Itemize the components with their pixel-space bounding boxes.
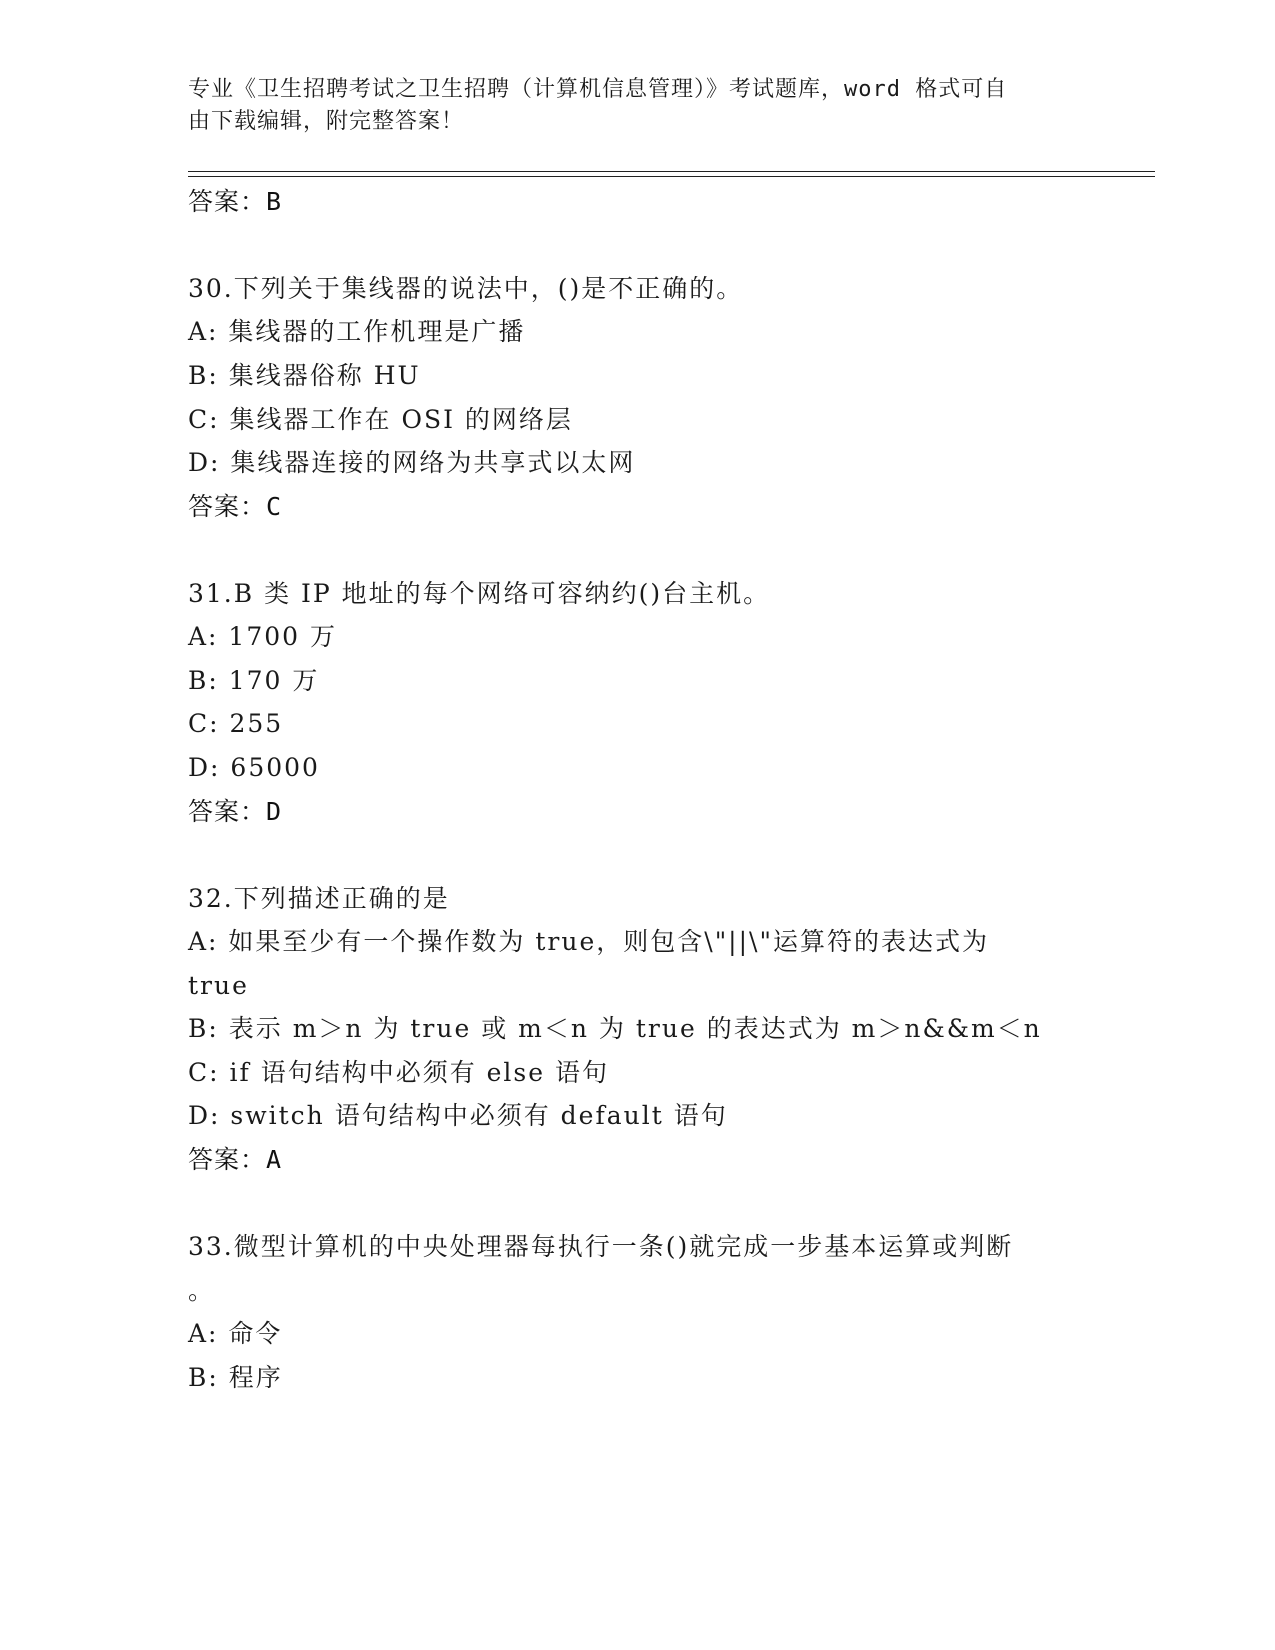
option-a: A: 1700 万 xyxy=(188,622,337,651)
answer-line: 答案：A xyxy=(188,1145,283,1174)
answer-line: 答案：C xyxy=(188,492,283,521)
option-b: B: 170 万 xyxy=(188,666,320,695)
option-a: A: 如果至少有一个操作数为 true，则包含\"||\"运算符的表达式为 xyxy=(188,927,989,956)
question-stem-continued: 。 xyxy=(188,1276,216,1305)
option-d: D: 集线器连接的网络为共享式以太网 xyxy=(188,448,636,477)
document-header xyxy=(188,74,1088,138)
option-c: C: 255 xyxy=(188,709,284,738)
option-a: A: 命令 xyxy=(188,1319,283,1348)
header-rule-bottom xyxy=(188,176,1155,177)
question-stem: 31.B 类 IP 地址的每个网络可容纳约()台主机。 xyxy=(188,579,771,608)
question-stem: 32.下列描述正确的是 xyxy=(188,884,450,913)
header-rule-top xyxy=(188,171,1155,172)
option-a: A: 集线器的工作机理是广播 xyxy=(188,317,526,346)
option-d: D: switch 语句结构中必须有 default 语句 xyxy=(188,1101,728,1130)
answer-line: 答案：B xyxy=(188,187,283,216)
question-stem: 33.微型计算机的中央处理器每执行一条()就完成一步基本运算或判断 xyxy=(188,1232,1014,1261)
header-line-2: 由下载编辑，附完整答案！ xyxy=(188,109,465,134)
option-a-continued: true xyxy=(188,971,249,1000)
option-d: D: 65000 xyxy=(188,753,320,782)
header-line-1: 专业《卫生招聘考试之卫生招聘（计算机信息管理）》考试题库，word 格式可自 xyxy=(188,77,1008,102)
option-b: B: 表示 m＞n 为 true 或 m＜n 为 true 的表达式为 m＞n&&m＜n xyxy=(188,1014,1042,1043)
option-c: C: 集线器工作在 OSI 的网络层 xyxy=(188,405,573,434)
option-b: B: 程序 xyxy=(188,1363,283,1392)
answer-line: 答案：D xyxy=(188,797,283,826)
option-b: B: 集线器俗称 HU xyxy=(188,361,421,390)
question-stem: 30.下列关于集线器的说法中，()是不正确的。 xyxy=(188,274,744,303)
option-c: C: if 语句结构中必须有 else 语句 xyxy=(188,1058,610,1087)
